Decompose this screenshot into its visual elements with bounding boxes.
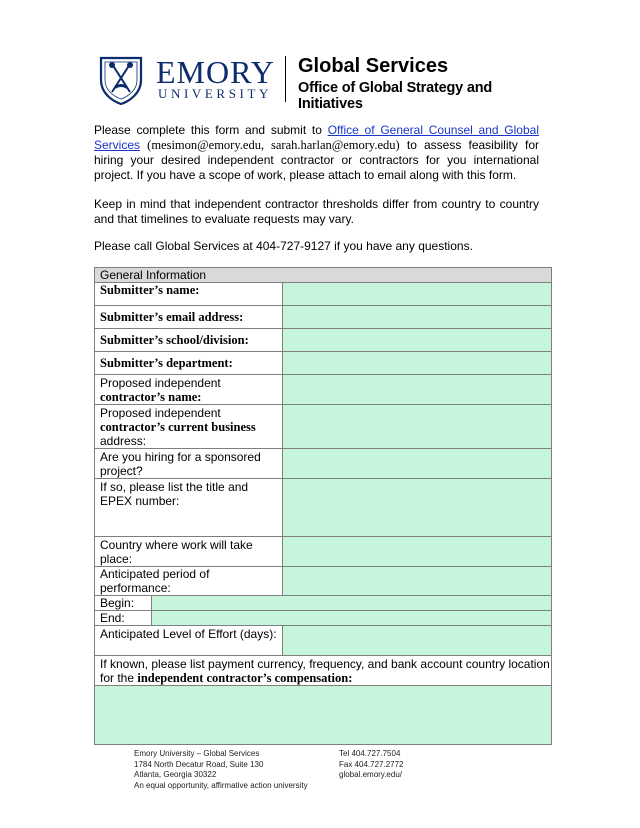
page-subtitle: Office of Global Strategy and Initiatives [298,80,493,112]
submitter-name-field[interactable] [283,283,552,306]
letterhead [98,50,558,110]
footer-eeo: An equal opportunity, affirmative action university [134,780,308,790]
period-label: Anticipated period of performance: [95,567,283,596]
footer-city: Atlanta, Georgia 30322 [134,770,217,779]
logo-university: UNIVERSITY [158,86,272,101]
country-label: Country where work will take place: [95,537,283,567]
footer-org: Emory University – Global Services [134,749,260,758]
submitter-school-label: Submitter’s school/division: [95,329,283,352]
section-header: General Information [95,268,552,283]
end-label: End: [95,611,152,626]
payment-label: If known, please list payment currency, frequency, and bank account country location for the independent contractor’s compensation: [95,656,552,686]
request-form-table [94,267,552,745]
footer-tel: Tel 404.727.7504 [339,749,401,758]
submitter-department-label: Submitter’s department: [95,352,283,375]
epex-label: If so, please list the title and EPEX number: [95,479,283,537]
submitter-name-label: Submitter’s name: [95,283,283,306]
effort-label: Anticipated Level of Effort (days): [95,626,283,656]
intro-text: Please complete this form and submit to [94,123,328,137]
submitter-department-field[interactable] [283,352,552,375]
payment-field[interactable] [95,686,552,745]
footer-contact [339,749,404,781]
sponsored-project-label: Are you hiring for a sponsored project? [95,449,283,479]
contact-emails: (mesimon@emory.edu, sarah.harlan@emory.edu) [147,138,400,152]
footer-website[interactable]: global.emory.edu/ [339,770,402,779]
submitter-school-field[interactable] [283,329,552,352]
begin-date-field[interactable] [152,596,552,611]
contractor-name-label: Proposed independent contractor’s name: [95,375,283,405]
footer-street: 1784 North Decatur Road, Suite 130 [134,759,264,769]
intro-paragraph [94,123,539,183]
contractor-address-label: Proposed independent contractor’s current business address: [95,405,283,449]
submitter-email-field[interactable] [283,306,552,329]
contractor-address-field[interactable] [283,405,552,449]
logo-wordmark: EMORY [156,54,275,90]
footer-address [134,749,308,791]
emory-shield-icon [98,56,144,106]
threshold-note: Keep in mind that independent contractor thresholds differ from country to country and that timelines to evaluate requests may vary. [94,197,539,226]
page-title: Global Services [298,55,449,77]
contact-note: Please call Global Services at 404-727-9127 if you have any questions. [94,239,473,253]
country-field[interactable] [283,537,552,567]
effort-field[interactable] [283,626,552,656]
counsel-link[interactable]: Office of General Counsel and Global Services [94,123,539,152]
intro-text-cont: to assess feasibility for hiring your desired independent contractor or contractors for you international project. If you have a scope of work, please attach to email along with this form. [94,138,539,182]
sponsored-project-field[interactable] [283,449,552,479]
end-date-field[interactable] [152,611,552,626]
submitter-email-label: Submitter’s email address: [95,306,283,329]
footer-fax: Fax 404.727.2772 [339,759,404,769]
epex-field[interactable] [283,479,552,537]
period-field[interactable] [283,567,552,596]
contractor-name-field[interactable] [283,375,552,405]
begin-label: Begin: [95,596,152,611]
header-divider [285,56,286,102]
